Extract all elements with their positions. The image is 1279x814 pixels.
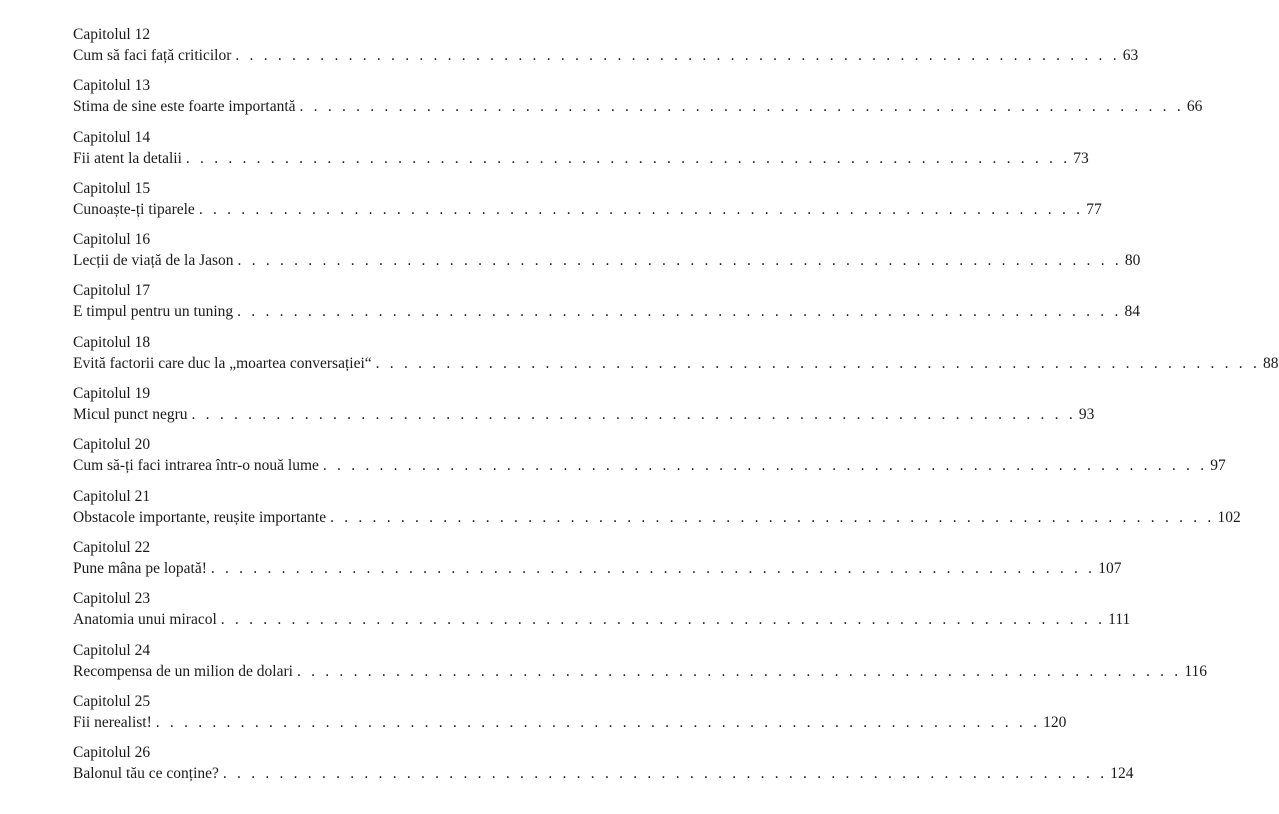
chapter-title: Cum să-ți faci intrarea într-o nouă lume	[73, 457, 319, 475]
page-number: 97	[1210, 457, 1226, 475]
toc-entry	[73, 434, 1226, 485]
toc-line[interactable]	[73, 301, 1141, 322]
page-number: 80	[1124, 252, 1141, 270]
chapter-label: Capitolul 18	[73, 333, 151, 351]
dot-leader: . . . . . . . . . . . . . . . . . . . . . . . . . . . . . . . . . . . . . . . . . . . . . . . . . . . . . . . . . . . . . . .	[185, 149, 1071, 167]
chapter-title: Recompensa de un milion de dolari	[73, 662, 293, 680]
chapter-label: Capitolul 22	[73, 538, 151, 556]
toc-entry	[73, 127, 1089, 178]
page-number: 120	[1043, 713, 1067, 731]
toc-line[interactable]	[73, 712, 1067, 733]
toc-entry	[73, 383, 1095, 434]
toc-entry	[73, 537, 1122, 588]
page-number: 124	[1110, 765, 1134, 783]
dot-leader: . . . . . . . . . . . . . . . . . . . . . . . . . . . . . . . . . . . . . . . . . . . . . . . . . . . . . . . . . . . . . . .	[322, 457, 1208, 475]
chapter-label: Capitolul 21	[73, 487, 151, 505]
page-number: 84	[1124, 303, 1141, 321]
chapter-title: Stima de sine este foarte importantă	[73, 98, 296, 116]
toc-line[interactable]	[73, 404, 1095, 425]
chapter-label: Capitolul 23	[73, 590, 151, 608]
toc-line[interactable]	[73, 96, 1203, 117]
dot-leader: . . . . . . . . . . . . . . . . . . . . . . . . . . . . . . . . . . . . . . . . . . . . . . . . . . . . . . . . . . . . . . .	[296, 662, 1182, 680]
toc-entry	[73, 24, 1139, 75]
chapter-label: Capitolul 26	[73, 744, 151, 762]
page-number: 66	[1186, 98, 1203, 116]
dot-leader: . . . . . . . . . . . . . . . . . . . . . . . . . . . . . . . . . . . . . . . . . . . . . . . . . . . . . . . . . . . . . . .	[210, 559, 1096, 577]
toc-entry	[73, 229, 1141, 280]
dot-leader: . . . . . . . . . . . . . . . . . . . . . . . . . . . . . . . . . . . . . . . . . . . . . . . . . . . . . . . . . . . . . . .	[235, 47, 1120, 64]
chapter-title: Micul punct negru	[73, 406, 188, 424]
toc-line[interactable]	[73, 661, 1208, 682]
page-number: 73	[1073, 149, 1089, 167]
chapter-title: Obstacole importante, reușite importante	[73, 508, 327, 526]
page-number: 111	[1108, 611, 1131, 629]
dot-leader: . . . . . . . . . . . . . . . . . . . . . . . . . . . . . . . . . . . . . . . . . . . . . . . . . . . . . . . . . . . . . . .	[375, 354, 1261, 372]
chapter-label: Capitolul 25	[73, 692, 151, 710]
chapter-title: Anatomia unui miracol	[73, 611, 217, 629]
table-of-contents	[73, 24, 1279, 793]
toc-line[interactable]	[73, 199, 1102, 220]
page-number: 102	[1217, 508, 1241, 526]
page-number: 77	[1086, 200, 1102, 218]
chapter-title: Balonul tău ce conține?	[73, 765, 219, 783]
toc-entry	[73, 75, 1203, 126]
chapter-title: Pune mâna pe lopată!	[73, 559, 207, 577]
dot-leader: . . . . . . . . . . . . . . . . . . . . . . . . . . . . . . . . . . . . . . . . . . . . . . . . . . . . . . . . . . . . . . .	[330, 508, 1215, 526]
chapter-label: Capitolul 19	[73, 385, 151, 403]
chapter-title: Evită factorii care duc la „moartea conversației“	[73, 354, 372, 372]
chapter-label: Capitolul 24	[73, 641, 151, 659]
chapter-label: Capitolul 17	[73, 282, 151, 300]
dot-leader: . . . . . . . . . . . . . . . . . . . . . . . . . . . . . . . . . . . . . . . . . . . . . . . . . . . . . . . . . . . . . . .	[299, 98, 1184, 116]
page-number: 93	[1078, 406, 1095, 424]
chapter-title: Cunoaște-ți tiparele	[73, 200, 195, 218]
chapter-label: Capitolul 16	[73, 231, 151, 249]
toc-entry	[73, 486, 1241, 537]
dot-leader: . . . . . . . . . . . . . . . . . . . . . . . . . . . . . . . . . . . . . . . . . . . . . . . . . . . . . . . . . . . . . . .	[191, 406, 1076, 424]
toc-line[interactable]	[73, 45, 1139, 66]
dot-leader: . . . . . . . . . . . . . . . . . . . . . . . . . . . . . . . . . . . . . . . . . . . . . . . . . . . . . . . . . . . . . . .	[198, 200, 1084, 218]
toc-line[interactable]	[73, 763, 1134, 784]
page-number: 107	[1098, 559, 1122, 577]
toc-line[interactable]	[73, 455, 1226, 476]
page-number: 88	[1263, 354, 1279, 372]
chapter-label: Capitolul 12	[73, 26, 151, 43]
toc-line[interactable]	[73, 507, 1241, 528]
chapter-title: Fii nerealist!	[73, 713, 152, 731]
dot-leader: . . . . . . . . . . . . . . . . . . . . . . . . . . . . . . . . . . . . . . . . . . . . . . . . . . . . . . . . . . . . . . .	[237, 303, 1122, 321]
toc-line[interactable]	[73, 609, 1131, 630]
dot-leader: . . . . . . . . . . . . . . . . . . . . . . . . . . . . . . . . . . . . . . . . . . . . . . . . . . . . . . . . . . . . . . .	[237, 252, 1122, 270]
toc-line[interactable]	[73, 148, 1089, 169]
toc-entry	[73, 178, 1102, 229]
chapter-label: Capitolul 15	[73, 179, 151, 197]
dot-leader: . . . . . . . . . . . . . . . . . . . . . . . . . . . . . . . . . . . . . . . . . . . . . . . . . . . . . . . . . . . . . . .	[222, 765, 1108, 783]
toc-entry	[73, 691, 1067, 742]
chapter-label: Capitolul 13	[73, 77, 151, 95]
toc-line[interactable]	[73, 353, 1279, 374]
toc-entry	[73, 280, 1141, 331]
chapter-title: Cum să faci față criticilor	[73, 47, 232, 64]
dot-leader: . . . . . . . . . . . . . . . . . . . . . . . . . . . . . . . . . . . . . . . . . . . . . . . . . . . . . . . . . . . . . . .	[220, 611, 1106, 629]
chapter-label: Capitolul 14	[73, 128, 151, 146]
chapter-title: Lecții de viață de la Jason	[73, 252, 234, 270]
toc-entry	[73, 640, 1208, 691]
dot-leader: . . . . . . . . . . . . . . . . . . . . . . . . . . . . . . . . . . . . . . . . . . . . . . . . . . . . . . . . . . . . . . .	[155, 713, 1041, 731]
chapter-title: E timpul pentru un tuning	[73, 303, 234, 321]
chapter-label: Capitolul 20	[73, 436, 151, 454]
toc-entry	[73, 742, 1134, 793]
chapter-title: Fii atent la detalii	[73, 149, 182, 167]
toc-entry	[73, 588, 1131, 639]
page-number: 116	[1184, 662, 1208, 680]
page-number: 63	[1122, 47, 1139, 64]
toc-entry	[73, 332, 1279, 383]
toc-line[interactable]	[73, 558, 1122, 579]
toc-line[interactable]	[73, 250, 1141, 271]
